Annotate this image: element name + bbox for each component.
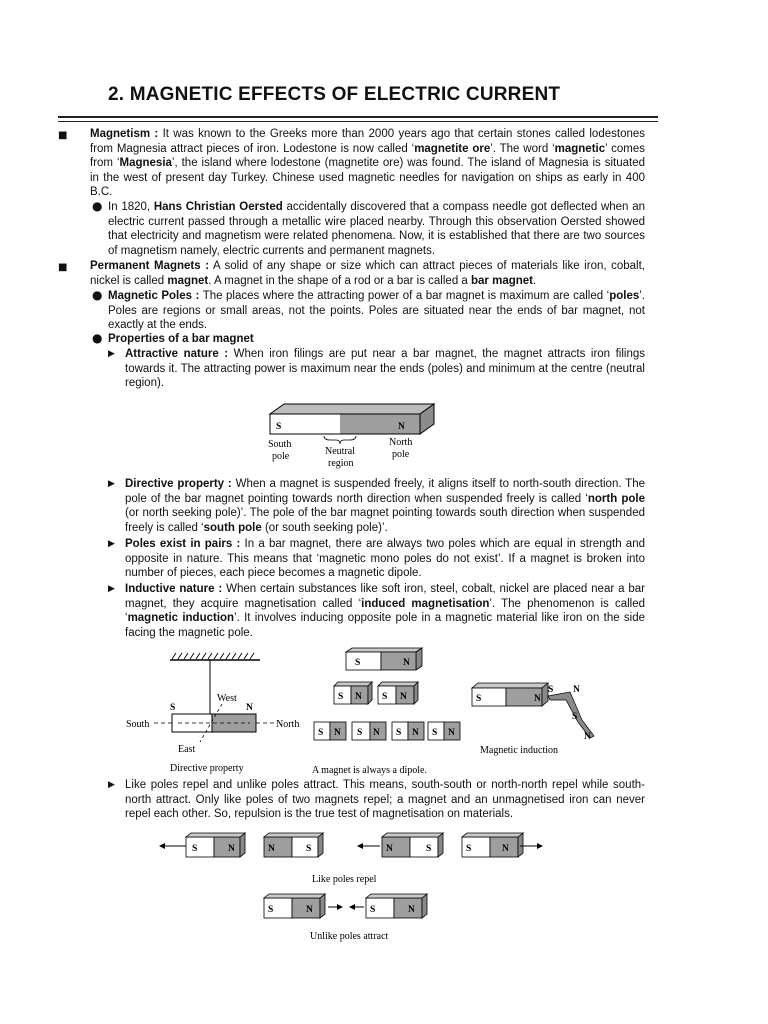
ceiling-hatching	[172, 653, 254, 659]
title-rule-thin	[58, 121, 658, 122]
oersted-paragraph: In 1820, Hans Christian Oersted accidentally discovered that a compass needle got deflected when an electric current passed through a metallic wire placed nearby. Through this observation Oersted showed that electricity and magnetism were related phenomena. Now, it is established that there are two sources of magnetism namely, electric currents and permanent magnets.	[108, 201, 645, 257]
svg-text:N: N	[573, 685, 580, 695]
inductive-nature-paragraph: Inductive nature : When certain substances like soft iron, steel, cobalt, nickel are placed near a bar magnet, they acquire magnetisation called ‘induced magnetisation’. The phenomenon is called ‘magnetic induction’. It involves inducing opposite pole in a magnetic material like iron on the side facing the magnetic pole.	[125, 583, 645, 639]
repel-pair-2	[382, 833, 542, 857]
svg-text:N: N	[268, 844, 275, 854]
neutral-region-brace	[324, 436, 356, 444]
svg-text:S: S	[432, 728, 438, 738]
attract-pair	[264, 894, 427, 918]
svg-text:N: N	[334, 728, 341, 738]
north-pole-label: N	[398, 422, 405, 432]
svg-text:North: North	[276, 719, 300, 730]
round-bullet-icon: ●	[92, 199, 103, 213]
svg-text:pole: pole	[392, 449, 410, 460]
svg-text:N: N	[502, 844, 509, 854]
poles-in-pairs-paragraph: Poles exist in pairs : In a bar magnet, there are always two poles which are equal in strength and opposite in nature. This means that ‘magnetic mono poles do not exist’. If a magnet is broken into number of pieces, each piece becomes a magnetic dipole.	[125, 538, 645, 580]
directive-property-figure	[120, 648, 310, 778]
svg-text:pole: pole	[272, 451, 290, 462]
triangle-bullet-icon: ▶	[108, 584, 115, 594]
south-pole-label: S	[276, 422, 282, 432]
svg-text:S: S	[268, 905, 274, 915]
title-rule	[58, 116, 658, 118]
square-bullet-icon: ■	[58, 130, 68, 141]
svg-text:S: S	[355, 658, 361, 668]
whole-magnet	[346, 648, 422, 670]
svg-text:S: S	[382, 692, 388, 702]
directive-caption: Directive property	[170, 763, 244, 774]
svg-text:S: S	[357, 728, 363, 738]
dipole-figure	[308, 646, 468, 782]
bar-magnet-figure	[260, 396, 460, 472]
svg-text:N: N	[408, 905, 415, 915]
repel-caption: Like poles repel	[312, 874, 377, 885]
triangle-bullet-icon: ▶	[108, 539, 115, 549]
magnetic-induction-figure	[466, 674, 626, 760]
svg-text:S: S	[548, 685, 554, 695]
magnet-top-face	[270, 404, 434, 414]
svg-text:East: East	[178, 744, 196, 755]
magnetism-term: Magnetism :	[90, 128, 159, 140]
svg-text:S: S	[170, 703, 176, 713]
svg-text:S: S	[370, 905, 376, 915]
triangle-bullet-icon: ▶	[108, 349, 115, 359]
svg-text:N: N	[448, 728, 455, 738]
svg-text:N: N	[412, 728, 419, 738]
svg-text:South: South	[268, 439, 292, 450]
svg-text:N: N	[246, 703, 253, 713]
magnetism-paragraph: Magnetism : It was known to the Greeks more than 2000 years ago that certain stones called lodestones from Magnesia attract pieces of iron. Lodestone is now called ‘magnetite ore’. The word ‘magnetic’ comes from ‘Magnesia’, the island where lodestone (magnetite ore) was found. The island of Magnesia is situated in the west of present day Turkey. Chinese used magnetic needles for navigation on ships as early in 400 B.C.	[90, 128, 645, 199]
pole-interaction-figure	[150, 826, 550, 946]
directive-property-paragraph: Directive property : When a magnet is suspended freely, it aligns itself to north-south direction. The pole of the bar magnet pointing towards north direction when suspended freely is called ‘north pole (or north seeking pole)’. The pole of the bar magnet pointing towards south direction when suspended freely is called ‘south pole (or south seeking pole)’.	[125, 478, 645, 534]
svg-text:West: West	[217, 693, 237, 704]
round-bullet-icon: ●	[92, 331, 103, 345]
svg-text:S: S	[466, 844, 472, 854]
triangle-bullet-icon: ▶	[108, 780, 115, 790]
repel-pair-1	[160, 833, 380, 857]
svg-text:S: S	[318, 728, 324, 738]
svg-text:N: N	[373, 728, 380, 738]
square-bullet-icon: ■	[58, 262, 68, 273]
svg-text:N: N	[228, 844, 235, 854]
permanent-magnets-paragraph: Permanent Magnets : A solid of any shape or size which can attract pieces of materials like iron, cobalt, nickel is called magnet. A magnet in the shape of a rod or a bar is called a bar magnet.	[90, 260, 645, 287]
page-title: 2. MAGNETIC EFFECTS OF ELECTRIC CURRENT	[108, 84, 561, 105]
four-piece-magnets	[314, 722, 460, 740]
svg-text:N: N	[355, 692, 362, 702]
induction-caption: Magnetic induction	[480, 745, 559, 756]
magnet-south-half	[270, 414, 350, 434]
svg-text:N: N	[584, 732, 591, 742]
svg-text:S: S	[306, 844, 312, 854]
properties-heading: Properties of a bar magnet	[108, 333, 254, 345]
magnet-north-half	[340, 414, 420, 434]
svg-text:N: N	[400, 692, 407, 702]
svg-text:Neutral: Neutral	[325, 446, 355, 457]
svg-text:S: S	[338, 692, 344, 702]
svg-text:S: S	[476, 694, 482, 704]
svg-text:S: S	[192, 844, 198, 854]
attractive-nature-paragraph: Attractive nature : When iron filings are put near a bar magnet, the magnet attracts iron filings towards it. The attracting power is maximum near the ends (poles) and minimum at the centre (neutral region).	[125, 348, 645, 390]
svg-text:N: N	[403, 658, 410, 668]
round-bullet-icon: ●	[92, 288, 103, 302]
svg-text:region: region	[328, 458, 354, 469]
like-poles-paragraph: Like poles repel and unlike poles attract. This means, south-south or north-north repel while south-north attract. Only like poles of two magnets repel; a magnet and an unmagnetised iron can never repel each other. So, repulsion is the true test of magnetisation on materials.	[125, 779, 645, 821]
svg-text:N: N	[306, 905, 313, 915]
magnetic-poles-paragraph: Magnetic Poles : The places where the attracting power of a bar magnet is maximum are called ‘poles’. Poles are regions or small areas, not the points. Poles are situated near the ends of bar magnet, not exactly at the ends.	[108, 290, 645, 332]
attract-caption: Unlike poles attract	[310, 931, 389, 942]
svg-text:South: South	[126, 719, 150, 730]
svg-text:S: S	[572, 712, 578, 722]
svg-text:S: S	[396, 728, 402, 738]
svg-text:North: North	[389, 437, 413, 448]
dipole-caption: A magnet is always a dipole.	[312, 765, 427, 776]
triangle-bullet-icon: ▶	[108, 479, 115, 489]
svg-text:S: S	[426, 844, 432, 854]
svg-text:N: N	[534, 694, 541, 704]
two-piece-magnets	[334, 682, 418, 704]
svg-text:N: N	[386, 844, 393, 854]
